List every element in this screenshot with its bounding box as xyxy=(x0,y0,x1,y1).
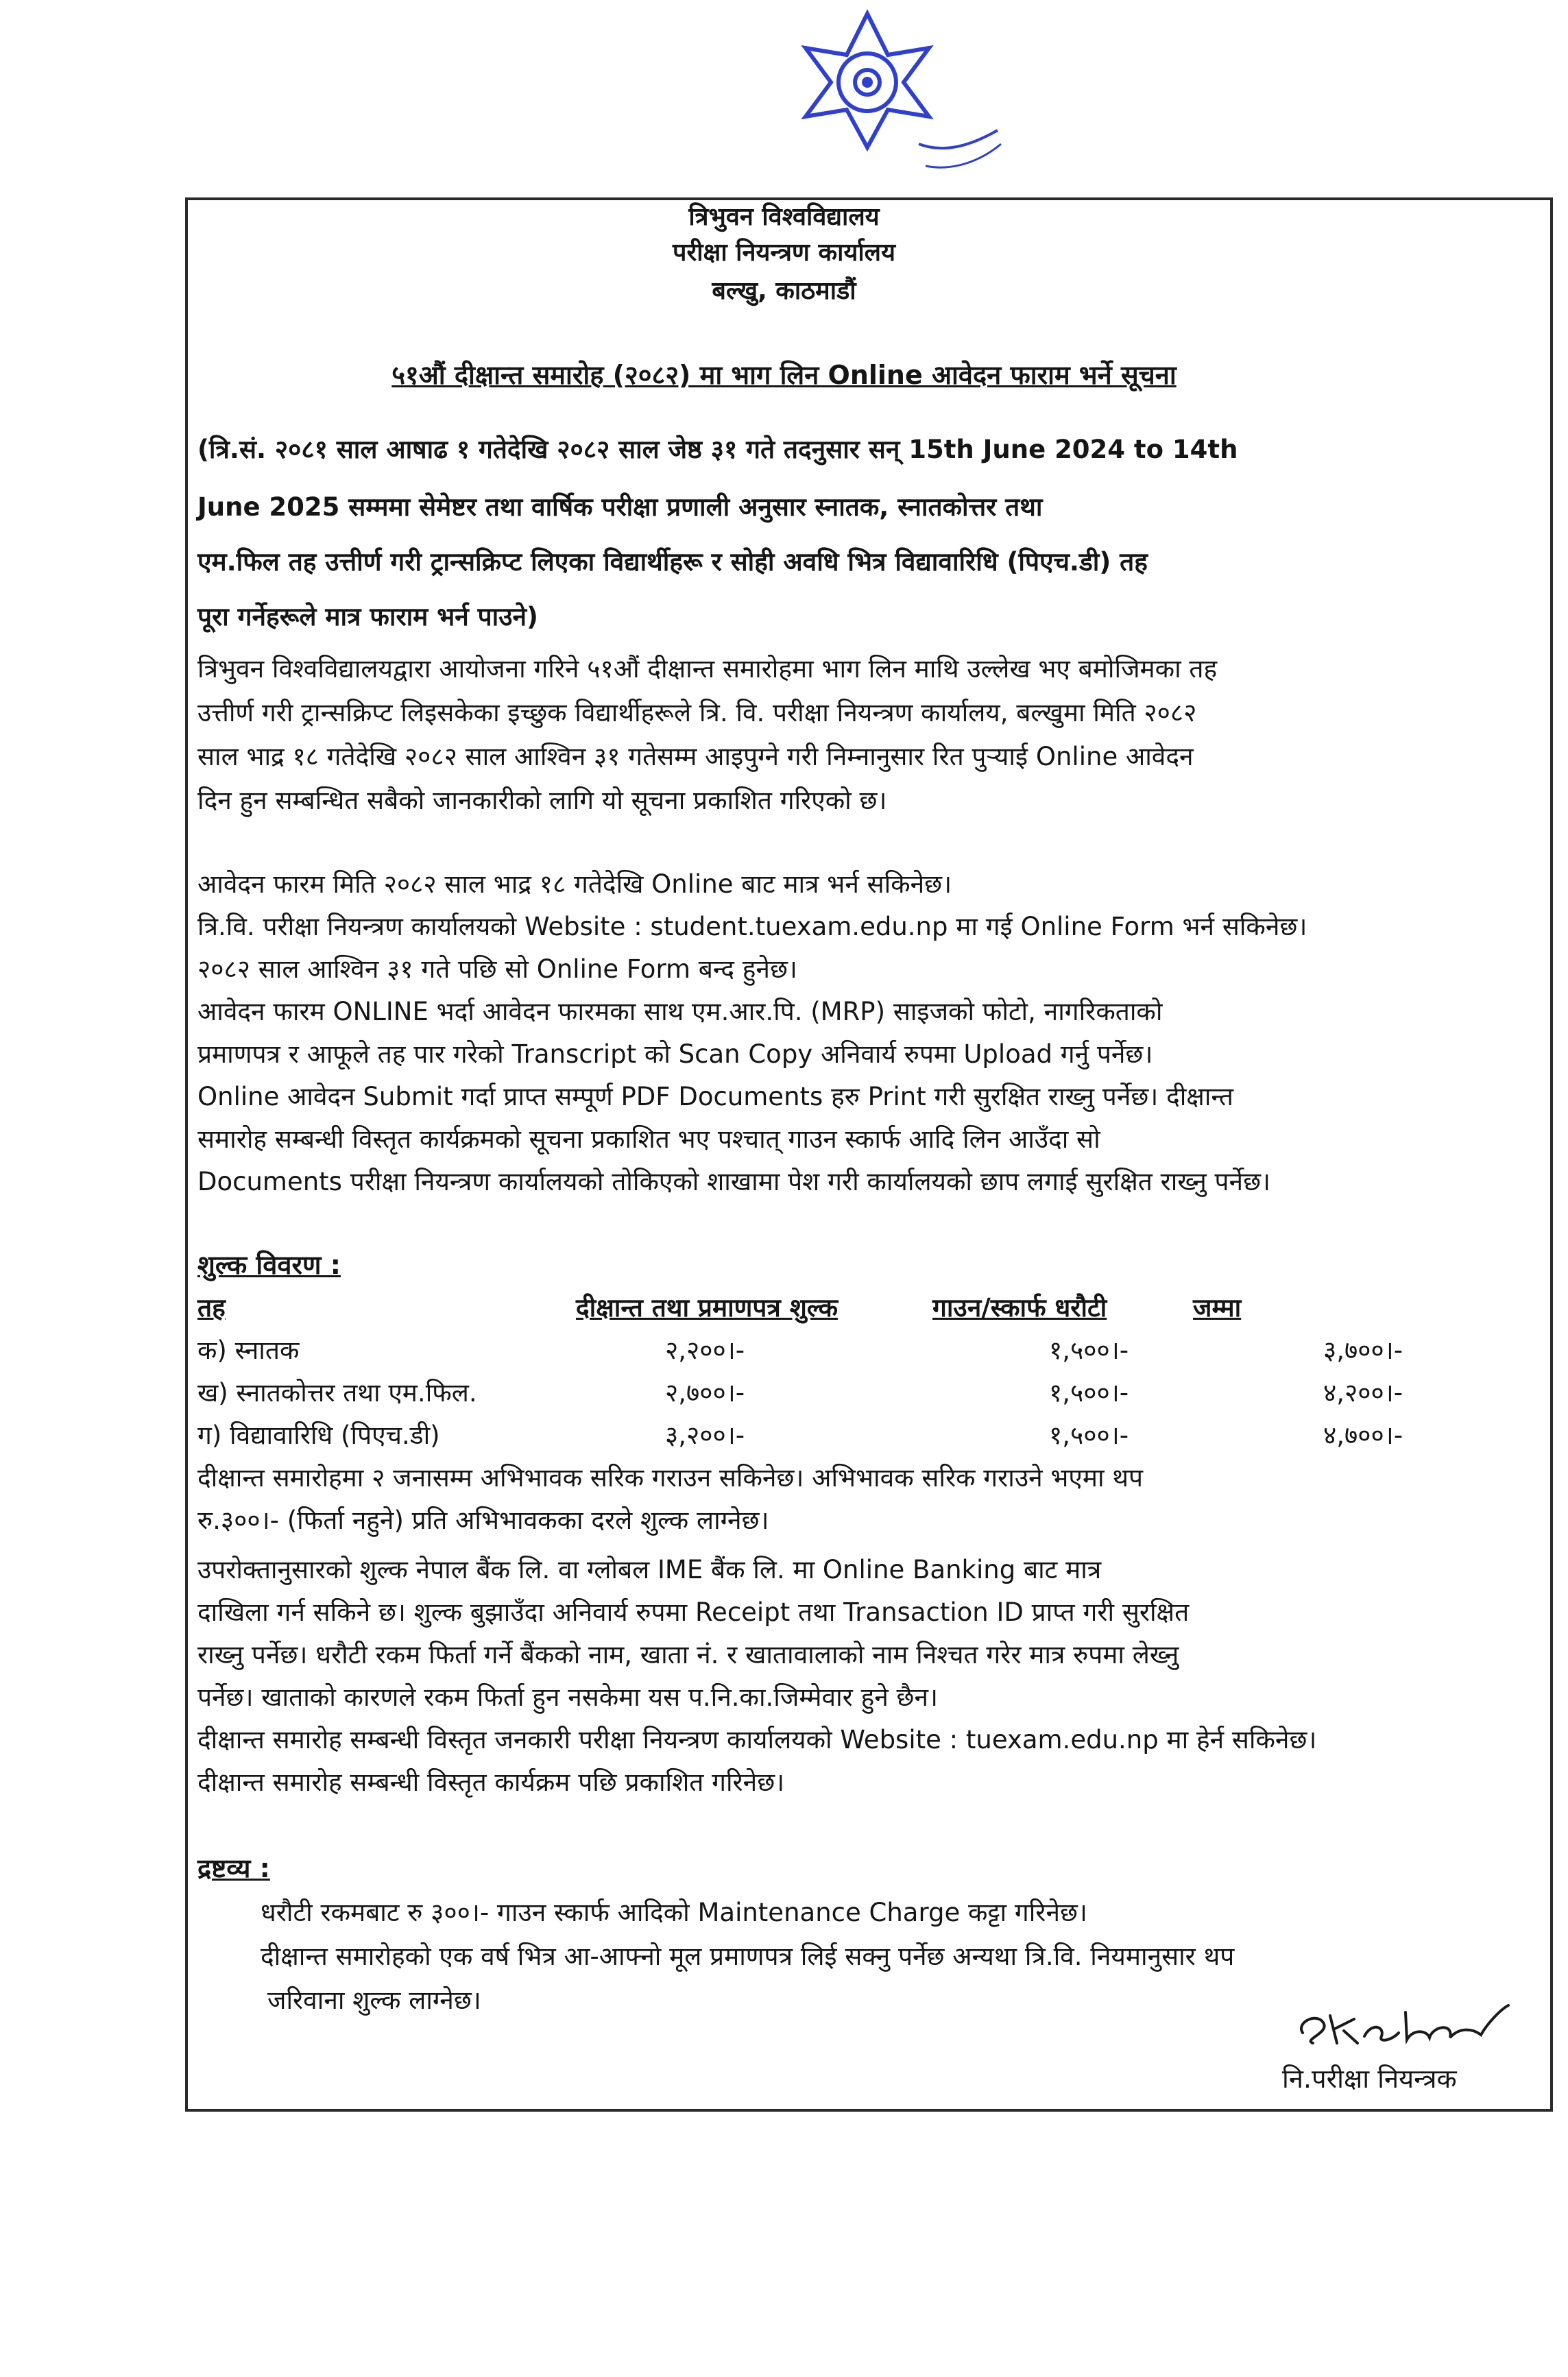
office-location: बल्खु, काठमाडौं xyxy=(712,277,856,305)
eligibility-line: एम.फिल तह उत्तीर्ण गरी ट्रान्सक्रिप्ट लिएका विद्यार्थीहरू र सोही अवधि भित्र विद्यावारिधि (पिएच.डी) तह xyxy=(197,547,1148,577)
fee-row-deposit: १,५००।- xyxy=(1049,1421,1129,1450)
note-line: उपरोक्तानुसारको शुल्क नेपाल बैंक लि. वा ग्लोबल IME बैंक लि. मा Online Banking बाट मात्र xyxy=(197,1555,1102,1584)
fee-row-total: ४,७००।- xyxy=(1323,1421,1403,1450)
handwritten-signature xyxy=(1289,1995,1515,2050)
note-line: रु.३००।- (फिर्ता नहुने) प्रति अभिभावकका दरले शुल्क लाग्नेछ। xyxy=(197,1506,769,1535)
fee-col-header-cert: दीक्षान्त तथा प्रमाणपत्र शुल्क xyxy=(576,1293,839,1323)
fee-col-header-deposit: गाउन/स्कार्फ धरौटी xyxy=(932,1293,1107,1323)
note-line: दीक्षान्त समारोह सम्बन्धी विस्तृत जनकारी परीक्षा नियन्त्रण कार्यालयको Website : tuexam.edu.np मा हेर्न सकिनेछ। xyxy=(197,1725,1317,1754)
fee-row-total: ४,२००।- xyxy=(1323,1378,1403,1408)
university-emblem-stamp xyxy=(788,7,1015,178)
instruction-line: आवेदन फारम मिति २०८२ साल भाद्र १८ गतेदेखि Online बाट मात्र भर्न सकिनेछ। xyxy=(197,869,952,899)
intro-line: दिन हुन सम्बन्धित सबैको जानकारीको लागि यो सूचना प्रकाशित गरिएको छ। xyxy=(197,786,887,815)
attention-heading: द्रष्टव्य : xyxy=(197,1853,270,1883)
note-line: पर्नेछ। खाताको कारणले रकम फिर्ता हुन नसकेमा यस प.नि.का.जिम्मेवार हुने छैन। xyxy=(197,1682,939,1712)
instruction-line: समारोह सम्बन्धी विस्तृत कार्यक्रमको सूचना प्रकाशित भए पश्चात् गाउन स्कार्फ आदि लिन आउँदा सो xyxy=(197,1124,1100,1154)
instruction-line: २०८२ साल आश्विन ३१ गते पछि सो Online Form बन्द हुनेछ। xyxy=(197,954,797,984)
attention-line: दीक्षान्त समारोहको एक वर्ष भित्र आ-आफ्नो मूल प्रमाणपत्र लिई सक्नु पर्नेछ अन्यथा त्रि.वि. नियमानुसार थप xyxy=(261,1942,1235,1971)
fee-row-total: ३,७००।- xyxy=(1323,1336,1403,1365)
fee-row-level: ख) स्नातकोत्तर तथा एम.फिल. xyxy=(197,1378,477,1408)
instruction-line: Online आवेदन Submit गर्दा प्राप्त सम्पूर्ण PDF Documents हरु Print गरी सुरक्षित राख्नु पर्नेछ। दीक्षान्त xyxy=(197,1082,1233,1111)
instruction-line: त्रि.वि. परीक्षा नियन्त्रण कार्यालयको Website : student.tuexam.edu.np मा गई Online Form भर्न सकिनेछ। xyxy=(197,912,1307,941)
office-name: परीक्षा नियन्त्रण कार्यालय xyxy=(673,239,895,267)
note-line: दीक्षान्त समारोह सम्बन्धी विस्तृत कार्यक्रम पछि प्रकाशित गरिनेछ। xyxy=(197,1767,785,1797)
attention-line: जरिवाना शुल्क लाग्नेछ। xyxy=(267,1986,481,2015)
note-line: राख्नु पर्नेछ। धरौटी रकम फिर्ता गर्ने बैंकको नाम, खाता नं. र खातावालाको नाम निश्चत गरेर मात्र रुपमा लेख्नु xyxy=(197,1640,1179,1669)
intro-line: त्रिभुवन विश्वविद्यालयद्वारा आयोजना गरिने ५१औं दीक्षान्त समारोहमा भाग लिन माथि उल्लेख भए बमोजिमका तह xyxy=(197,654,1218,684)
instruction-line: Documents परीक्षा नियन्त्रण कार्यालयको तोकिएको शाखामा पेश गरी कार्यालयको छाप लगाई सुरक्षित राख्नु पर्नेछ। xyxy=(197,1167,1271,1196)
attention-line: धरौटी रकमबाट रु ३००।- गाउन स्कार्फ आदिको Maintenance Charge कट्टा गरिनेछ। xyxy=(261,1898,1087,1927)
fee-row-deposit: १,५००।- xyxy=(1049,1378,1129,1408)
fee-col-header-level: तह xyxy=(197,1293,226,1323)
fee-row-level: ग) विद्यावारिधि (पिएच.डी) xyxy=(197,1421,440,1450)
signatory-title: नि.परीक्षा नियन्त्रक xyxy=(1282,2064,1457,2094)
university-name: त्रिभुवन विश्वविद्यालय xyxy=(688,203,880,231)
fee-heading: शुल्क विवरण : xyxy=(197,1250,341,1280)
note-line: दाखिला गर्न सकिने छ। शुल्क बुझाउँदा अनिवार्य रुपमा Receipt तथा Transaction ID प्राप्त गरी सुरक्षित xyxy=(197,1597,1190,1627)
instruction-line: आवेदन फारम ONLINE भर्दा आवेदन फारमका साथ एम.आर.पि. (MRP) साइजको फोटो, नागरिकताको xyxy=(197,997,1163,1026)
fee-row-cert: २,७००।- xyxy=(665,1378,745,1408)
fee-row-level: क) स्नातक xyxy=(197,1336,300,1365)
fee-col-header-total: जम्मा xyxy=(1193,1293,1242,1323)
intro-line: साल भाद्र १८ गतेदेखि २०८२ साल आश्विन ३१ गतेसम्म आइपुग्ने गरी निम्नानुसार रित पुर्‍याई Online आवेदन xyxy=(197,742,1194,771)
notice-title: ५१औं दीक्षान्त समारोह (२०८२) मा भाग लिन Online आवेदन फाराम भर्ने सूचना xyxy=(391,360,1177,390)
instruction-line: प्रमाणपत्र र आफूले तह पार गरेको Transcript को Scan Copy अनिवार्य रुपमा Upload गर्नु पर्नेछ। xyxy=(197,1039,1153,1069)
fee-row-cert: २,२००।- xyxy=(665,1336,745,1365)
eligibility-line: (त्रि.सं. २०८१ साल आषाढ १ गतेदेखि २०८२ साल जेष्ठ ३१ गते तदनुसार सन् 15th June 2024 to 14th xyxy=(197,435,1238,464)
note-line: दीक्षान्त समारोहमा २ जनासम्म अभिभावक सरिक गराउन सकिनेछ। अभिभावक सरिक गराउने भएमा थप xyxy=(197,1463,1144,1493)
eligibility-line: June 2025 सम्ममा सेमेष्टर तथा वार्षिक परीक्षा प्रणाली अनुसार स्नातक, स्नातकोत्तर तथा xyxy=(197,492,1043,522)
intro-line: उत्तीर्ण गरी ट्रान्सक्रिप्ट लिइसकेका इच्छुक विद्यार्थीहरूले त्रि. वि. परीक्षा नियन्त्रण कार्यालय, बल्खुमा मिति २०८२ xyxy=(197,698,1197,727)
eligibility-line: पूरा गर्नेहरूले मात्र फाराम भर्न पाउने) xyxy=(197,602,538,631)
fee-row-deposit: १,५००।- xyxy=(1049,1336,1129,1365)
fee-row-cert: ३,२००।- xyxy=(665,1421,745,1450)
